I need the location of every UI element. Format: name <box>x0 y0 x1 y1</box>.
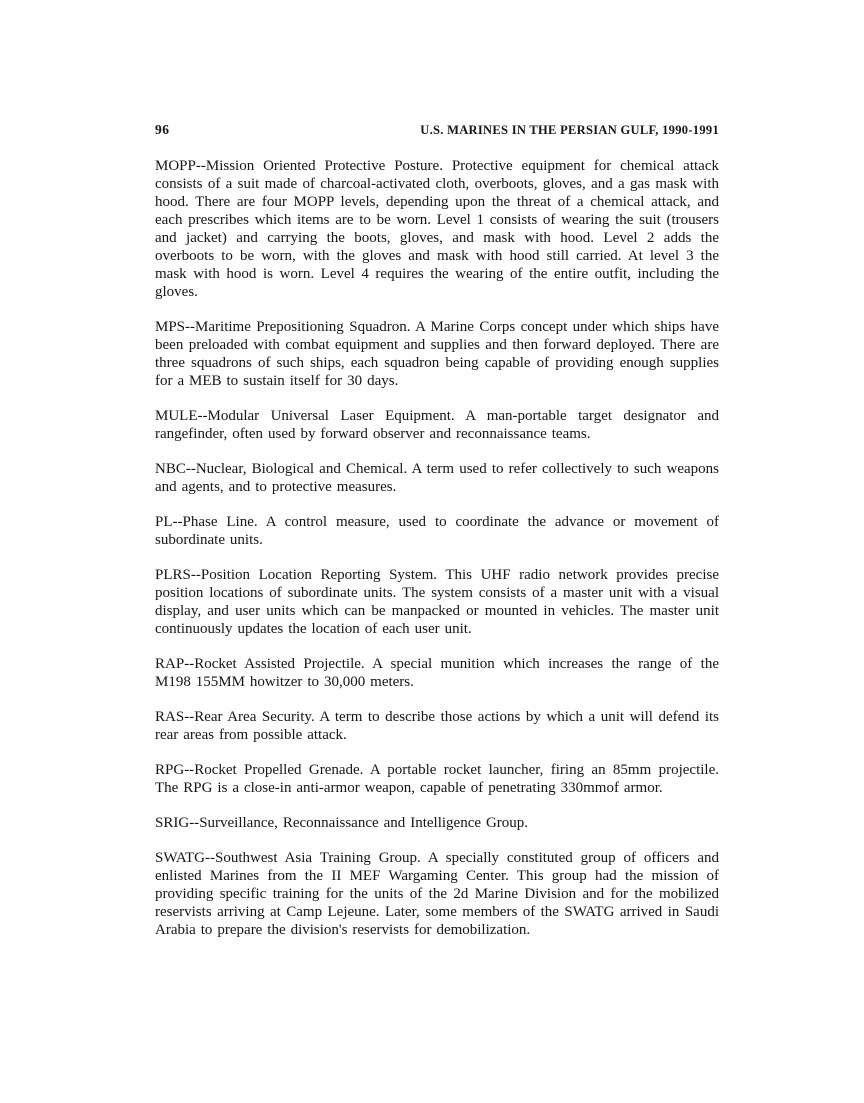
glossary-term: MPS <box>155 319 186 335</box>
glossary-entry-mps <box>155 318 719 390</box>
glossary-entry-swatg <box>155 849 719 939</box>
glossary-entry-srig <box>155 814 719 832</box>
glossary-entry-pl <box>155 513 719 549</box>
glossary-term: NBC <box>155 461 186 477</box>
glossary-entry-rpg <box>155 761 719 797</box>
term-separator: -- <box>184 709 195 725</box>
glossary-term: MOPP <box>155 158 196 174</box>
glossary-term: SWATG <box>155 850 206 866</box>
glossary-term: RAP <box>155 656 185 672</box>
term-separator: -- <box>195 158 206 174</box>
glossary-definition: Mission Oriented Protective Posture. Protective equipment for chemical attack consists of a suit made of charcoal-activated cloth, overboots, gloves, and a gas mask with hood. There are four MOPP levels, depending upon the threat of a chemical attack, and each prescribes which items are to be worn. Level 1 consists of wearing the suit (trousers and jacket) and carrying the boots, gloves, and mask with hood. Level 2 adds the overboots to be worn, with the gloves and mask with hood still carried. At level 3 the mask with hood is worn. Level 4 requires the wearing of the entire outfit, including the gloves. <box>155 158 719 300</box>
glossary-definition: Southwest Asia Training Group. A specially constituted group of officers and enlisted Marines from the II MEF Wargaming Center. This group had the mission of providing specific training for the units of the 2d Marine Division and for the mobilized reservists arriving at Camp Lejeune. Later, some members of the SWATG arrived in Saudi Arabia to prepare the division's reservists for demobilization. <box>155 850 719 938</box>
glossary-entry-rap <box>155 655 719 691</box>
glossary-definition: Maritime Prepositioning Squadron. A Marine Corps concept under which ships have been preloaded with combat equipment and supplies and then forward deployed. There are three squadrons of such ships, each squadron being capable of providing enough supplies for a MEB to sustain itself for 30 days. <box>155 319 719 389</box>
glossary-definition: Phase Line. A control measure, used to coordinate the advance or movement of subordinate units. <box>155 514 719 548</box>
glossary-term: MULE <box>155 408 198 424</box>
glossary-definition: Rear Area Security. A term to describe those actions by which a unit will defend its rear areas from possible attack. <box>155 709 719 743</box>
term-separator: -- <box>184 656 195 672</box>
glossary-term: PLRS <box>155 567 191 583</box>
glossary-entry-mule <box>155 407 719 443</box>
glossary-entry-nbc <box>155 460 719 496</box>
glossary-definition: Nuclear, Biological and Chemical. A term used to refer collectively to such weapons and agents, and to protective measures. <box>155 461 719 495</box>
glossary-definition: Position Location Reporting System. This UHF radio network provides precise position locations of subordinate units. The system consists of a master unit with a visual display, and user units which can be manpacked or mounted in vehicles. The master unit continuously updates the location of each user unit. <box>155 567 719 637</box>
glossary-term: RAS <box>155 709 185 725</box>
glossary-definition: Rocket Propelled Grenade. A portable rocket launcher, firing an 85mm projectile. The RPG is a close-in anti-armor weapon, capable of penetrating 330mmof armor. <box>155 762 719 796</box>
glossary-definition: Modular Universal Laser Equipment. A man-portable target designator and rangefinder, often used by forward observer and reconnaissance teams. <box>155 408 719 442</box>
term-separator: -- <box>197 408 208 424</box>
term-separator: -- <box>205 850 216 866</box>
glossary-term: SRIG <box>155 815 190 831</box>
page-number: 96 <box>155 122 170 137</box>
glossary-definition: Surveillance, Reconnaissance and Intelligence Group. <box>199 815 529 831</box>
term-separator: -- <box>185 461 196 477</box>
glossary-term: RPG <box>155 762 185 778</box>
term-separator: -- <box>172 514 183 530</box>
term-separator: -- <box>189 815 200 831</box>
running-title: U.S. MARINES IN THE PERSIAN GULF, 1990-1991 <box>420 123 719 137</box>
glossary-entry-plrs <box>155 566 719 638</box>
glossary-entry-mopp <box>155 157 719 301</box>
page-content <box>155 122 719 939</box>
running-header <box>155 122 719 138</box>
term-separator: -- <box>185 319 196 335</box>
glossary-definition: Rocket Assisted Projectile. A special munition which increases the range of the M198 155MM howitzer to 30,000 meters. <box>155 656 719 690</box>
term-separator: -- <box>190 567 201 583</box>
glossary-entry-ras <box>155 708 719 744</box>
glossary-term: PL <box>155 514 173 530</box>
term-separator: -- <box>184 762 195 778</box>
